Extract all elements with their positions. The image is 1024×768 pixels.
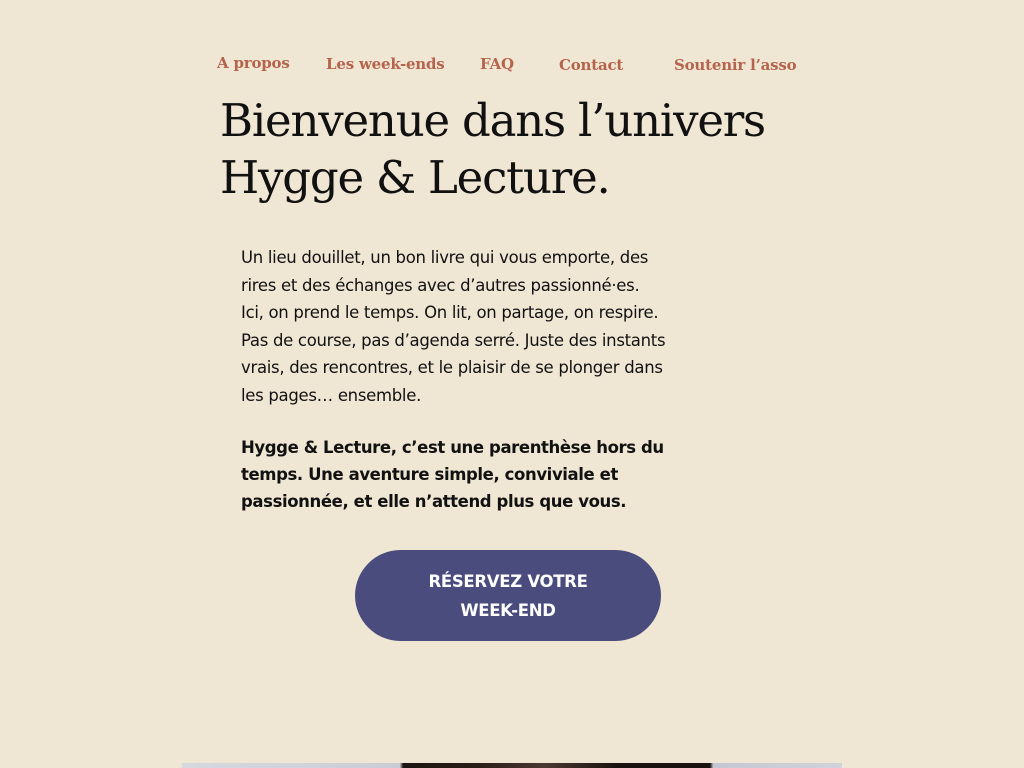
intro-line: Un lieu douillet, un bon livre qui vous emporte, des — [241, 248, 649, 267]
page-title-line-2: Hygge & Lecture. — [220, 151, 610, 204]
intro-line: vrais, des rencontres, et le plaisir de se plonger dans — [241, 358, 663, 377]
page-title — [220, 92, 765, 206]
tagline-paragraph — [241, 434, 741, 515]
main-nav — [0, 0, 1024, 90]
intro-line: Ici, on prend le temps. On lit, on partage, on respire. — [241, 303, 659, 322]
intro-paragraph — [241, 244, 781, 409]
page-title-line-1: Bienvenue dans l’univers — [220, 94, 765, 147]
tagline-line: passionnée, et elle n’attend plus que vous. — [241, 492, 627, 511]
reserve-weekend-button-line-1: RÉSERVEZ VOTRE — [428, 571, 588, 591]
tagline-line: temps. Une aventure simple, conviviale et — [241, 465, 618, 484]
reserve-weekend-button[interactable] — [355, 550, 661, 641]
nav-link-les-week-ends[interactable]: Les week-ends — [326, 55, 445, 73]
nav-link-soutenir-asso[interactable]: Soutenir l’asso — [674, 56, 797, 74]
intro-line: Pas de course, pas d’agenda serré. Juste des instants — [241, 330, 666, 350]
hero-photo — [182, 763, 842, 768]
tagline-line: Hygge & Lecture, c’est une parenthèse hors du — [241, 438, 664, 457]
intro-line: rires et des échanges avec d’autres passionné·es. — [241, 275, 640, 295]
nav-link-contact[interactable]: Contact — [559, 56, 624, 74]
nav-link-a-propos[interactable]: A propos — [217, 54, 290, 72]
intro-line: les pages… ensemble. — [241, 385, 422, 405]
nav-link-faq[interactable]: FAQ — [480, 55, 514, 73]
reserve-weekend-button-line-2: WEEK-END — [460, 600, 556, 620]
